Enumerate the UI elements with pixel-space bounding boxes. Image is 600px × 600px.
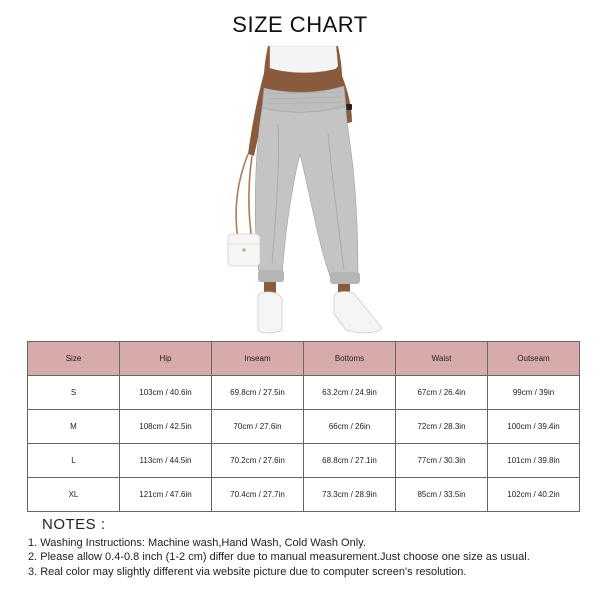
cell-outseam: 100cm / 39.4in [488,410,580,444]
header-inseam: Inseam [212,342,304,376]
note-item: 2. Please allow 0.4-0.8 inch (1-2 cm) differ due to manual measurement.Just choose one size as usual. [28,551,530,563]
cell-bottoms: 63.2cm / 24.9in [304,376,396,410]
size-chart-table [27,341,580,512]
cell-waist: 67cm / 26.4in [396,376,488,410]
cell-inseam: 70cm / 27.6in [212,410,304,444]
cell-hip: 108cm / 42.5in [120,410,212,444]
table-row [28,410,580,444]
note-item: 1. Washing Instructions: Machine wash,Hand Wash, Cold Wash Only. [28,536,366,549]
cell-inseam: 69.8cm / 27.5in [212,376,304,410]
cell-inseam: 70.4cm / 27.7in [212,478,304,512]
cell-size: XL [28,478,120,512]
notes-heading: NOTES : [42,516,106,533]
product-photo [218,44,388,336]
cell-waist: 85cm / 33.5in [396,478,488,512]
cell-size: S [28,376,120,410]
table-header-row [28,342,580,376]
header-outseam: Outseam [488,342,580,376]
page-title: SIZE CHART [232,12,368,37]
note-item: 3. Real color may slightly different via website picture due to computer screen's resolution. [28,565,467,578]
cell-hip: 113cm / 44.5in [120,444,212,478]
cell-bottoms: 73.3cm / 28.9in [304,478,396,512]
header-hip: Hip [120,342,212,376]
cell-bottoms: 68.8cm / 27.1in [304,444,396,478]
header-bottoms: Bottoms [304,342,396,376]
cell-outseam: 99cm / 39in [488,376,580,410]
notes-section [28,518,588,579]
cell-hip: 103cm / 40.6in [120,376,212,410]
table-row [28,478,580,512]
table-row [28,376,580,410]
header-waist: Waist [396,342,488,376]
cell-size: L [28,444,120,478]
cell-bottoms: 66cm / 26in [304,410,396,444]
header-size: Size [28,342,120,376]
table-row [28,444,580,478]
cell-inseam: 70.2cm / 27.6in [212,444,304,478]
cell-hip: 121cm / 47.6in [120,478,212,512]
cell-waist: 77cm / 30.3in [396,444,488,478]
cell-outseam: 102cm / 40.2in [488,478,580,512]
cell-waist: 72cm / 28.3in [396,410,488,444]
cell-size: M [28,410,120,444]
cell-outseam: 101cm / 39.8in [488,444,580,478]
